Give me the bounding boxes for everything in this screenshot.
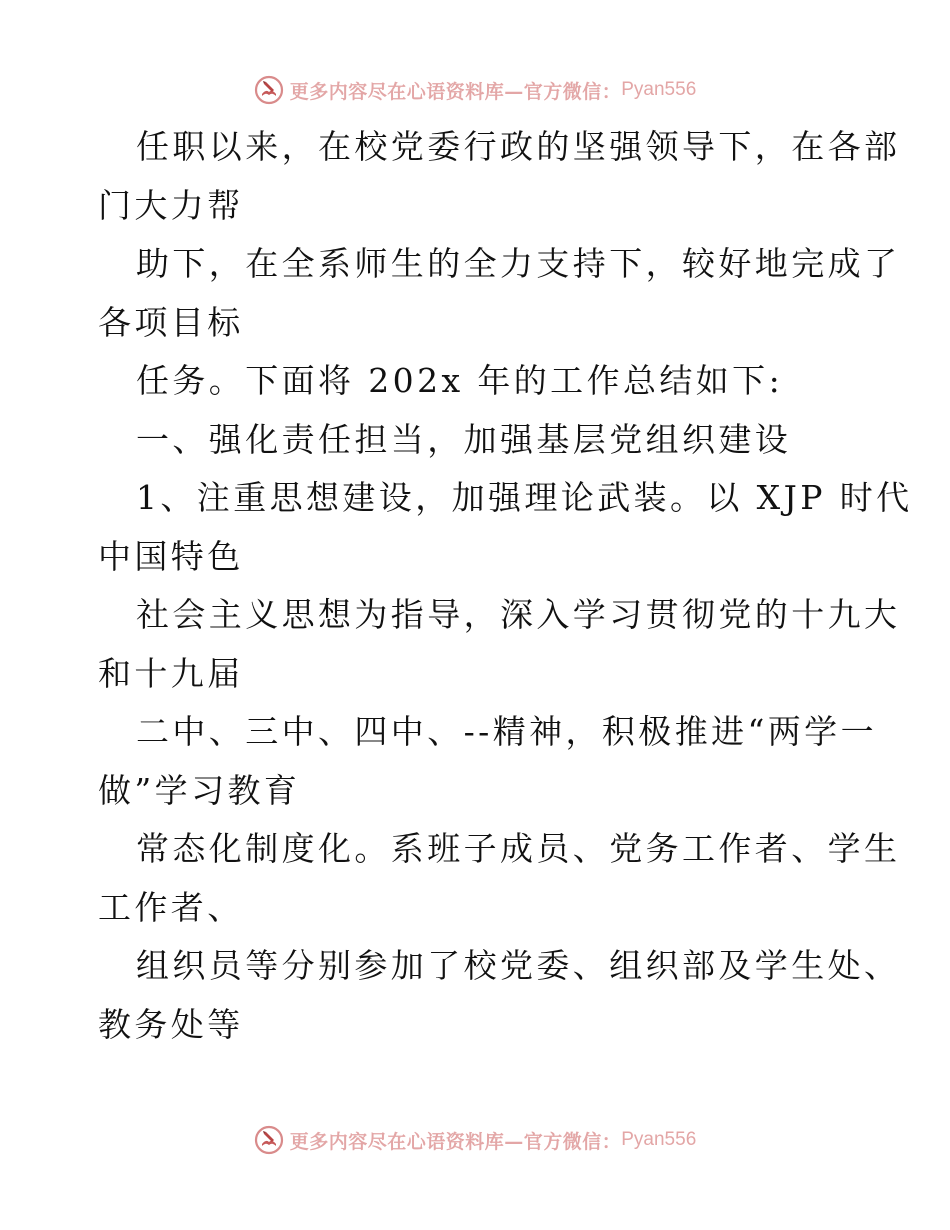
watermark-text: 更多内容尽在心语资料库—官方微信： [289, 80, 622, 103]
text-line: 工作者、 [98, 887, 244, 927]
text-line: 任职以来，在校党委行政的坚强领导下，在各部 [136, 127, 901, 166]
footer-watermark [0, 1120, 950, 1160]
text-line: 社会主义思想为指导，深入学习贯彻党的十九大 [136, 595, 901, 634]
header-watermark [0, 70, 950, 110]
watermark-wechat-id: Pyan556 [621, 79, 697, 100]
text-line: 和十九届 [98, 653, 244, 693]
text-line: 教务处等 [98, 1004, 244, 1044]
text-line: 做”学习教育 [98, 770, 301, 810]
text-line: 组织员等分别参加了校党委、组织部及学生处、 [136, 946, 901, 985]
text-line: 中国特色 [98, 536, 244, 576]
text-line: 助下，在全系师生的全力支持下，较好地完成了 [136, 244, 901, 283]
text-line: 一、强化责任担当，加强基层党组织建设 [136, 419, 792, 459]
text-line: 二中、三中、四中、--精神，积极推进“两学一 [136, 712, 877, 751]
text-line: 门大力帮 [98, 185, 244, 225]
text-line: 各项目标 [98, 302, 244, 342]
text-line: 常态化制度化。系班子成员、党务工作者、学生 [136, 829, 901, 868]
watermark-wechat-id: Pyan556 [621, 1129, 697, 1150]
document-body [98, 118, 913, 1054]
book-pen-logo-icon [254, 1125, 284, 1155]
book-pen-logo-icon [254, 75, 284, 105]
text-line: 任务。下面将 202x 年的工作总结如下: [136, 361, 784, 400]
text-line: 1、注重思想建设，加强理论武装。以 XJP 时代 [136, 478, 913, 517]
watermark-text: 更多内容尽在心语资料库—官方微信： [289, 1130, 622, 1153]
